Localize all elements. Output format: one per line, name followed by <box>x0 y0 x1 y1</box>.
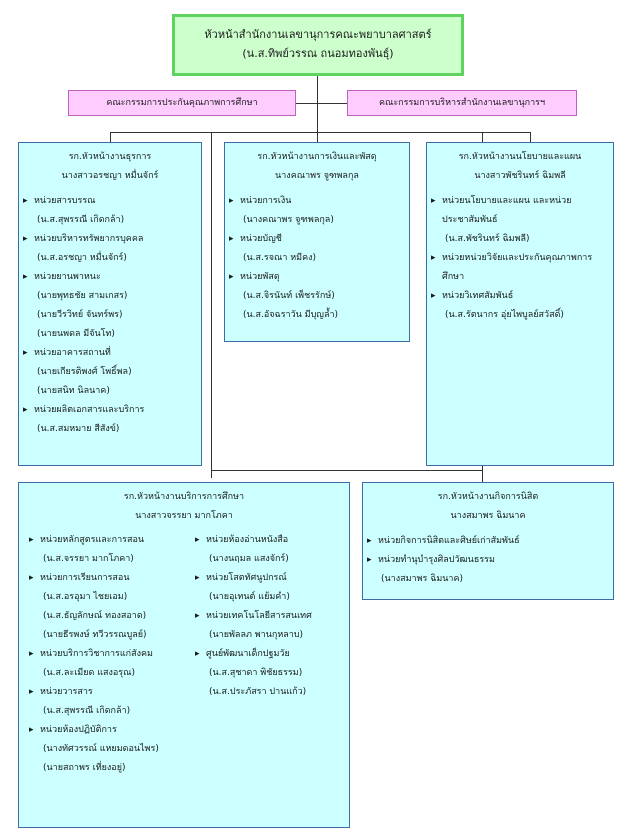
finance-title: รก.หัวหน้างานการเงินและพัสดุ <box>257 152 377 162</box>
staff-name: (น.ส.พัชรินทร์ ฉิมพลี) <box>445 234 530 244</box>
policy-plan-head: นางสาวพัชรินทร์ ฉิมพลี <box>474 171 566 181</box>
committee-quality-box <box>68 90 296 116</box>
staff-name: (น.ส.สุชาดา พิชัยธรรม) <box>209 668 303 678</box>
unit-item: ▸ หน่วยสารบรรณ <box>19 192 201 211</box>
connector-top-bar <box>110 132 530 133</box>
staff-name: (นายสถาพร เที่ยงอยู่) <box>43 763 126 773</box>
unit-item: ▸ หน่วยนโยบายและแผน และหน่วยประชาสัมพันธ์ <box>427 192 613 230</box>
connector-finance-drop <box>317 132 318 142</box>
staff-name: (นายเกียรติพงศ์ โพธิ์พล) <box>37 367 132 377</box>
unit-item: ▸ หน่วยโสตทัศนูปกรณ์ <box>191 569 349 588</box>
policy-plan-title: รก.หัวหน้างานนโยบายและแผน <box>458 152 582 162</box>
staff-name: (น.ส.ธัญลักษณ์ ทองสอาด) <box>43 611 147 621</box>
academic-services-title: รก.หัวหน้างานบริการการศึกษา <box>123 492 245 502</box>
academic-services-list-left <box>25 531 185 778</box>
staff-name: (นางคณาพร จูฑพลกุล) <box>243 215 334 225</box>
unit-item: ▸ หน่วยผลิตเอกสารและบริการ <box>19 401 201 420</box>
unit-item: ▸ หน่วยบัญชี <box>225 230 409 249</box>
unit-item: ▸ หน่วยเทคโนโลยีสารสนเทศ <box>191 607 349 626</box>
staff-name: (น.ส.สุพรรณี เกิดกล้า) <box>37 215 125 225</box>
unit-item: ▸ หน่วยวิเทศสัมพันธ์ <box>427 287 613 306</box>
head-office-person: (น.ส.ทิพย์วรรณ ถนอมทองพันธุ์) <box>242 47 394 60</box>
staff-name: (น.ส.ละเมียด แสงอรุณ) <box>43 668 136 678</box>
unit-item: ▸ หน่วยหลักสูตรและการสอน <box>25 531 185 550</box>
unit-item: ▸ หน่วยการเงิน <box>225 192 409 211</box>
policy-plan-list <box>427 192 613 325</box>
student-affairs-box <box>362 482 614 600</box>
general-affairs-title: รก.หัวหน้างานธุรการ <box>68 152 152 162</box>
head-office-title: หัวหน้าสำนักงานเลขานุการคณะพยาบาลศาสตร์ <box>204 28 432 41</box>
unit-item: ▸ หน่วยบริหารทรัพยากรบุคคล <box>19 230 201 249</box>
connector-general-drop <box>110 132 111 142</box>
staff-name: (นายสนิท นิลนาค) <box>37 386 110 396</box>
finance-list <box>225 192 409 325</box>
unit-item: ▸ ศูนย์พัฒนาเด็กปฐมวัย <box>191 645 349 664</box>
unit-item: ▸ หน่วยหน่วยวิจัยและประกันคุณภาพการศึกษา <box>427 249 613 287</box>
unit-item: ▸ หน่วยห้องอ่านหนังสือ <box>191 531 349 550</box>
staff-name: (นางทัศวรรณ์ แหยมดอนไพร) <box>43 744 159 754</box>
student-affairs-title: รก.หัวหน้างานกิจการนิสิต <box>437 492 539 502</box>
staff-name: (นายวีรวิทย์ จันทร์พร) <box>37 310 123 320</box>
unit-item: ▸ หน่วยบริการวิชาการแก่สังคม <box>25 645 185 664</box>
staff-name: (นายพุทธชัย สามเกสร) <box>37 291 128 301</box>
connector-policy-drop <box>530 132 531 142</box>
unit-item: ▸ หน่วยการเรียนการสอน <box>25 569 185 588</box>
staff-name: (นายธีรพงษ์ ทวีวรรณบูลย์) <box>43 630 147 640</box>
staff-name: (น.ส.รจณา หมีคง) <box>243 253 317 263</box>
staff-name: (น.ส.สมหมาย สีสังข์) <box>37 424 120 434</box>
academic-services-head: นางสาวจรรยา มากโภคา <box>135 511 233 521</box>
staff-name: (นายอุเทนต์ แย้มคำ) <box>209 592 290 602</box>
staff-name: (น.ส.สุพรรณี เกิดกล้า) <box>43 706 131 716</box>
staff-name: (น.ส.รัตนากร อุ่ยไพบูลย์สวัสดิ์) <box>445 310 564 320</box>
staff-name: (นางนฤมล แสงจักร์) <box>209 554 289 564</box>
student-affairs-list <box>363 532 613 589</box>
general-affairs-box <box>18 142 202 466</box>
unit-item: ▸ หน่วยทำนุบำรุงศิลปวัฒนธรรม <box>363 551 613 570</box>
committee-admin-box <box>347 90 577 116</box>
staff-name: (น.ส.อัจฉราวัน มีบุญล้ำ) <box>243 310 339 320</box>
unit-item: ▸ หน่วยกิจการนิสิตและศิษย์เก่าสัมพันธ์ <box>363 532 613 551</box>
academic-services-box <box>18 482 350 828</box>
staff-name: (น.ส.อรชญา หมื่นจักร์) <box>37 253 127 263</box>
policy-plan-box <box>426 142 614 466</box>
connector-main-vertical <box>317 76 318 132</box>
unit-item: ▸ หน่วยอาคารสถานที่ <box>19 344 201 363</box>
staff-name: (นายพัลลภ พานกุหลาบ) <box>209 630 304 640</box>
staff-name: (น.ส.อรอุมา ไชยเอม) <box>43 592 128 602</box>
committee-admin-label: คณะกรรมการบริหารสำนักงานเลขานุการฯ <box>378 98 546 108</box>
connector-lower-vertical <box>211 132 212 478</box>
staff-name: (นายนพดล มีจันโท) <box>37 329 115 339</box>
student-affairs-head: นางสมาพร ฉิมนาค <box>450 511 526 521</box>
general-affairs-head: นางสาวอรชญา หมื่นจักร์ <box>61 171 159 181</box>
head-office-box <box>172 14 464 76</box>
unit-item: ▸ หน่วยพัสดุ <box>225 268 409 287</box>
staff-name: (นางสมาพร ฉิมนาค) <box>381 574 464 584</box>
committee-quality-label: คณะกรรมการประกันคุณภาพการศึกษา <box>106 98 258 108</box>
finance-head: นางคณาพร จูฑพลกุล <box>275 171 359 181</box>
connector-committee-bar <box>295 103 347 104</box>
general-affairs-list <box>19 192 201 439</box>
finance-box <box>224 142 410 342</box>
academic-services-list-right <box>191 531 349 702</box>
staff-name: (น.ส.ประภัสรา ปานแก้ว) <box>209 687 307 697</box>
staff-name: (น.ส.จิรนันท์ เพ็ชรรักษ์) <box>243 291 335 301</box>
staff-name: (น.ส.จรรยา มากโภคา) <box>43 554 134 564</box>
unit-item: ▸ หน่วยวารสาร <box>25 683 185 702</box>
unit-item: ▸ หน่วยห้องปฏิบัติการ <box>25 721 185 740</box>
connector-lower-bar <box>211 470 482 471</box>
unit-item: ▸ หน่วยยานพาหนะ <box>19 268 201 287</box>
